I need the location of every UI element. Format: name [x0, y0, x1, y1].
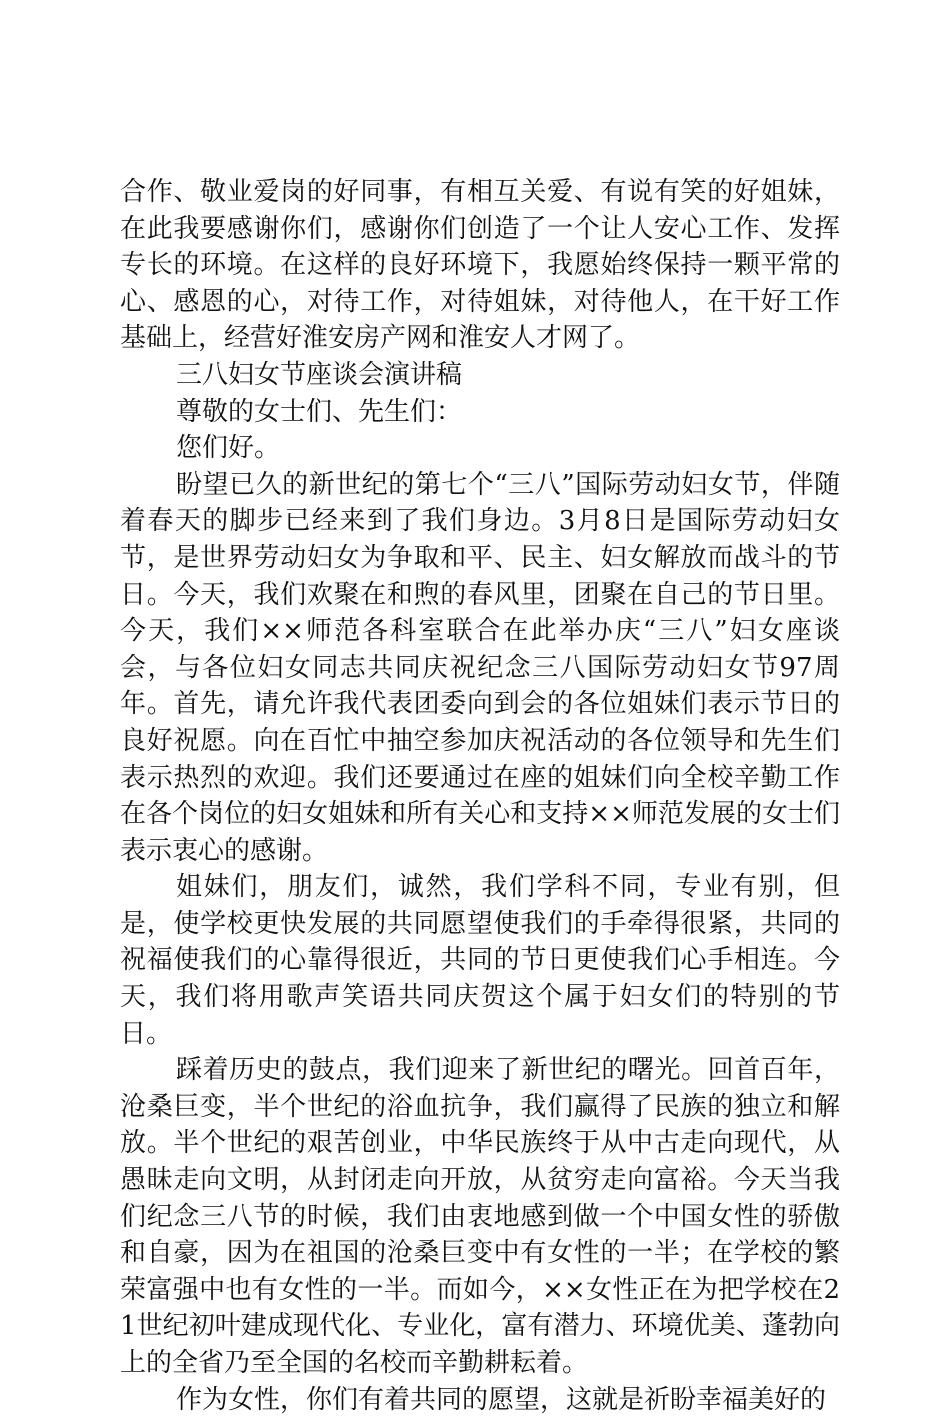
- paragraph-1: 合作、敬业爱岗的好同事，有相互关爱、有说有笑的好姐妹，在此我要感谢你们，感谢你们创造了一个让人安心工作、发挥专长的环境。在这样的良好环境下，我愿始终保持一颗平常的心、感恩的心，对待工作，对待姐妹，对待他人，在干好工作基础上，经营好淮安房产网和淮安人才网了。: [120, 177, 840, 354]
- paragraph-6: 姐妹们，朋友们，诚然，我们学科不同，专业有别，但是，使学校更快发展的共同愿望使我们的手牵得很紧，共同的祝福使我们的心靠得很近，共同的节日更使我们心手相连。今天，我们将用歌声笑语共同庆贺这个属于妇女们的特别的节日。: [120, 872, 840, 1049]
- paragraph-8: 作为女性，你们有着共同的愿望，这就是祈盼幸福美好的: [176, 1384, 827, 1415]
- paragraph-7: 踩着历史的鼓点，我们迎来了新世纪的曙光。回首百年，沧桑巨变，半个世纪的浴血抗争，我们赢得了民族的独立和解放。半个世纪的艰苦创业，中华民族终于从中古走向现代，从愚昧走向文明，从封闭走向开放，从贫穷走向富裕。今天当我们纪念三八节的时候，我们由衷地感到做一个中国女性的骄傲和自豪，因为在祖国的沧桑巨变中有女性的一半；在学校的繁荣富强中也有女性的一半。而如今，××女性正在为把学校在21世纪初叶建成现代化、专业化，富有潜力、环境优美、蓬勃向上的全省乃至全国的名校而辛勤耕耘着。: [120, 1055, 840, 1378]
- speech-title: 三八妇女节座谈会演讲稿: [176, 359, 463, 390]
- salutation: 尊敬的女士们、先生们：: [176, 396, 463, 427]
- document-page: [120, 174, 840, 1418]
- paragraph-5: 盼望已久的新世纪的第七个“三八”国际劳动妇女节，伴随着春天的脚步已经来到了我们身边。3月8日是国际劳动妇女节，是世界劳动妇女为争取和平、民主、妇女解放而战斗的节日。今天，我们欢聚在和煦的春风里，团聚在自己的节日里。今天，我们××师范各科室联合在此举办庆“三八”妇女座谈会，与各位妇女同志共同庆祝纪念三八国际劳动妇女节97周年。首先，请允许我代表团委向到会的各位姐妹们表示节日的良好祝愿。向在百忙中抽空参加庆祝活动的各位领导和先生们表示热烈的欢迎。我们还要通过在座的姐妹们向全校辛勤工作在各个岗位的妇女姐妹和所有关心和支持××师范发展的女士们表示衷心的感谢。: [120, 469, 840, 866]
- greeting: 您们好。: [176, 433, 281, 464]
